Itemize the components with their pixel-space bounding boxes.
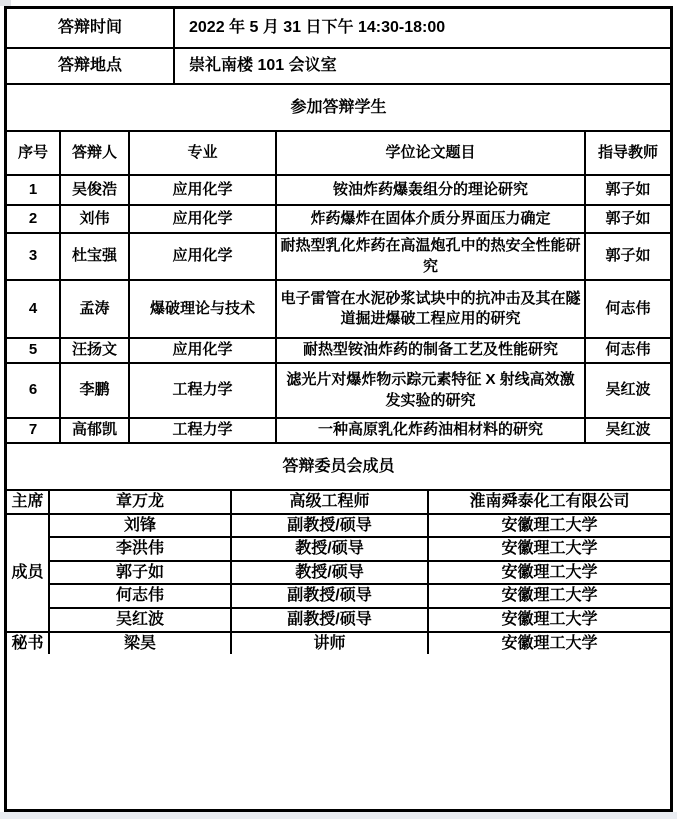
- member-name-cell: 李洪伟: [115, 540, 164, 558]
- defense-time-value: 2022 年 5 月 31 日下午 14:30-18:00: [173, 9, 670, 47]
- student-name-cell: 汪扬文: [59, 339, 128, 362]
- student-name-cell: 杜宝强: [59, 234, 128, 279]
- defense-schedule-table: [4, 6, 673, 812]
- student-thesis-cell: 滤光片对爆炸物示踪元素特征 X 射线高效激发实验的研究: [275, 364, 584, 417]
- student-advisor-cell: 郭子如: [584, 206, 670, 232]
- students-title-section: [7, 83, 670, 130]
- student-thesis-cell: 一种高原乳化炸药油相材料的研究: [275, 419, 584, 442]
- member-affiliation-cell: 安徽理工大学: [427, 562, 670, 584]
- student-row: [7, 417, 670, 442]
- student-name-cell: 李鹏: [59, 364, 128, 417]
- defense-place-label: 答辩地点: [57, 57, 122, 75]
- student-row: [7, 362, 670, 417]
- student-name-cell: 吴俊浩: [59, 176, 128, 204]
- student-major-cell: 应用化学: [128, 176, 275, 204]
- student-major-cell: 应用化学: [128, 206, 275, 232]
- defense-time-label: 答辩时间: [57, 19, 122, 37]
- member-affiliation-cell: 安徽理工大学: [427, 585, 670, 607]
- student-major-cell: 爆破理论与技术: [128, 281, 275, 337]
- member-title-cell: 副教授/硕导: [230, 585, 427, 607]
- chair-name-cell: 章万龙: [115, 493, 164, 510]
- committee-section-title: 答辩委员会成员: [282, 457, 395, 475]
- committee-title-section: [7, 442, 670, 489]
- members-role-cell: 成员: [7, 515, 50, 631]
- student-advisor-cell: 何志伟: [584, 281, 670, 337]
- secretary-name-cell: 梁昊: [123, 634, 156, 652]
- student-major-cell: 应用化学: [128, 234, 275, 279]
- member-row: [50, 583, 670, 607]
- defense-place-row: [7, 47, 670, 83]
- student-row: [7, 279, 670, 337]
- chair-affiliation-cell: 淮南舜泰化工有限公司: [427, 491, 670, 513]
- header-major: 专业: [128, 132, 275, 174]
- member-row: [50, 515, 670, 537]
- committee-secretary-band: [7, 631, 670, 655]
- member-affiliation-cell: 安徽理工大学: [427, 609, 670, 631]
- student-major-cell: 应用化学: [128, 339, 275, 362]
- header-advisor: 指导教师: [584, 132, 670, 174]
- student-no-cell: 4: [28, 299, 38, 317]
- students-header-row: [7, 132, 670, 174]
- member-affiliation-cell: 安徽理工大学: [427, 538, 670, 560]
- student-row: [7, 337, 670, 362]
- member-name-cell: 郭子如: [115, 563, 164, 581]
- info-section: [7, 9, 670, 83]
- header-thesis-title: 学位论文题目: [275, 132, 584, 174]
- committee-chair-band: [7, 491, 670, 513]
- student-no-cell: 3: [28, 247, 38, 265]
- chair-role-cell: 主席: [7, 491, 50, 513]
- student-thesis-cell: 炸药爆炸在固体介质分界面压力确定: [275, 206, 584, 232]
- student-no-cell: 6: [28, 381, 38, 399]
- student-no-cell: 2: [28, 209, 38, 227]
- student-advisor-cell: 何志伟: [584, 339, 670, 362]
- committee-table: [7, 489, 670, 654]
- student-advisor-cell: 吴红波: [584, 419, 670, 442]
- student-advisor-cell: 郭子如: [584, 176, 670, 204]
- member-name-cell: 吴红波: [115, 610, 164, 628]
- member-title-cell: 教授/硕导: [230, 562, 427, 584]
- student-name-cell: 刘伟: [59, 206, 128, 232]
- student-thesis-cell: 电子雷管在水泥砂浆试块中的抗冲击及其在隧道掘进爆破工程应用的研究: [275, 281, 584, 337]
- member-row: [50, 536, 670, 560]
- students-table: [7, 130, 670, 442]
- student-name-cell: 高郁凯: [59, 419, 128, 442]
- committee-members-band: [7, 513, 670, 631]
- students-section-title: 参加答辩学生: [290, 98, 387, 116]
- student-major-cell: 工程力学: [128, 419, 275, 442]
- student-advisor-cell: 郭子如: [584, 234, 670, 279]
- student-row: [7, 232, 670, 279]
- student-advisor-cell: 吴红波: [584, 364, 670, 417]
- secretary-title-cell: 讲师: [230, 633, 427, 655]
- member-name-cell: 刘锋: [123, 516, 156, 534]
- defense-time-row: [7, 9, 670, 47]
- student-thesis-cell: 铵油炸药爆轰组分的理论研究: [275, 176, 584, 204]
- member-title-cell: 副教授/硕导: [230, 609, 427, 631]
- header-defender: 答辩人: [59, 132, 128, 174]
- student-no-cell: 5: [28, 341, 38, 359]
- student-thesis-cell: 耐热型铵油炸药的制备工艺及性能研究: [275, 339, 584, 362]
- student-no-cell: 1: [28, 180, 38, 198]
- member-title-cell: 教授/硕导: [230, 538, 427, 560]
- member-row: [50, 607, 670, 631]
- chair-title-cell: 高级工程师: [230, 491, 427, 513]
- student-no-cell: 7: [28, 421, 38, 439]
- student-name-cell: 孟涛: [59, 281, 128, 337]
- header-no: 序号: [17, 143, 48, 161]
- chair-row: [50, 491, 670, 513]
- student-row: [7, 174, 670, 204]
- defense-place-value: 崇礼南楼 101 会议室: [173, 49, 670, 83]
- secretary-role-cell: 秘书: [7, 633, 50, 655]
- member-name-cell: 何志伟: [115, 587, 164, 605]
- bottom-edge-strip: [0, 812, 677, 819]
- member-affiliation-cell: 安徽理工大学: [427, 515, 670, 537]
- student-row: [7, 204, 670, 232]
- student-major-cell: 工程力学: [128, 364, 275, 417]
- student-thesis-cell: 耐热型乳化炸药在高温炮孔中的热安全性能研究: [275, 234, 584, 279]
- member-row: [50, 560, 670, 584]
- member-title-cell: 副教授/硕导: [230, 515, 427, 537]
- secretary-affiliation-cell: 安徽理工大学: [427, 633, 670, 655]
- secretary-row: [50, 633, 670, 655]
